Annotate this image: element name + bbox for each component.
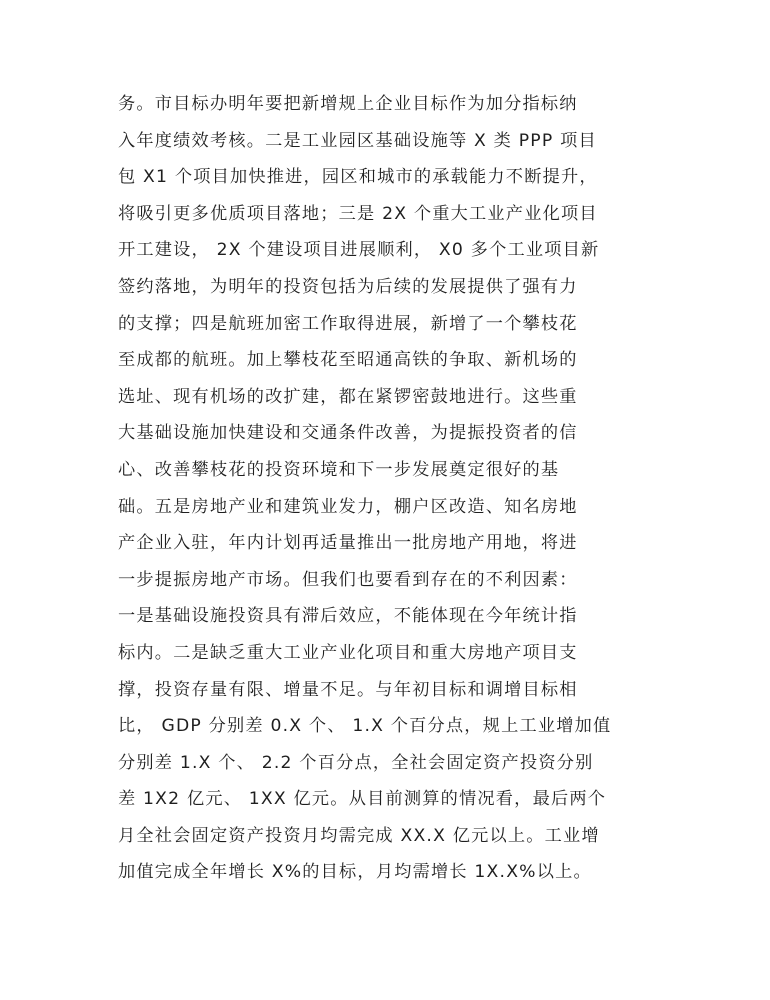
text-line: 比， GDP 分别差 0.X 个、 1.X 个百分点，规上工业增加值 [118, 716, 612, 737]
text-line: 撑，投资存量有限、增量不足。与年初目标和调增目标相 [118, 679, 578, 700]
text-line: 差 1X2 亿元、 1XX 亿元。从目前测算的情况看，最后两个 [118, 789, 607, 810]
text-line: 至成都的航班。加上攀枝花至昭通高铁的争取、新机场的 [118, 350, 578, 371]
text-line: 签约落地，为明年的投资包括为后续的发展提供了强有力 [118, 276, 578, 297]
text-line: 月全社会固定资产投资月均需完成 XX.X 亿元以上。工业增 [118, 825, 600, 846]
text-line: 入年度绩效考核。二是工业园区基础设施等 X 类 PPP 项目 [118, 130, 597, 151]
body-paragraph [118, 86, 658, 891]
text-line: 开工建设， 2X 个建设项目进展顺利， X0 多个工业项目新 [118, 240, 600, 261]
text-line: 将吸引更多优质项目落地；三是 2X 个重大工业产业化项目 [118, 203, 598, 224]
text-line: 的支撑；四是航班加密工作取得进展，新增了一个攀枝花 [118, 313, 578, 334]
text-line: 包 X1 个项目加快推进，园区和城市的承载能力不断提升， [118, 167, 598, 188]
text-line: 分别差 1.X 个、 2.2 个百分点，全社会固定资产投资分别 [118, 752, 594, 773]
text-line: 一是基础设施投资具有滞后效应，不能体现在今年统计指 [118, 606, 578, 627]
text-line: 标内。二是缺乏重大工业产业化项目和重大房地产项目支 [118, 642, 578, 663]
text-line: 一步提振房地产市场。但我们也要看到存在的不利因素： [118, 569, 578, 590]
text-line: 加值完成全年增长 X%的目标，月均需增长 1X.X%以上。 [118, 862, 592, 883]
text-line: 大基础设施加快建设和交通条件改善，为提振投资者的信 [118, 423, 578, 444]
text-line: 产企业入驻，年内计划再适量推出一批房地产用地，将进 [118, 533, 578, 554]
text-line: 心、改善攀枝花的投资环境和下一步发展奠定很好的基 [118, 459, 560, 480]
text-line: 选址、现有机场的改扩建，都在紧锣密鼓地进行。这些重 [118, 386, 578, 407]
text-line: 础。五是房地产业和建筑业发力，棚户区改造、知名房地 [118, 496, 578, 517]
text-line: 务。市目标办明年要把新增规上企业目标作为加分指标纳 [118, 94, 578, 114]
